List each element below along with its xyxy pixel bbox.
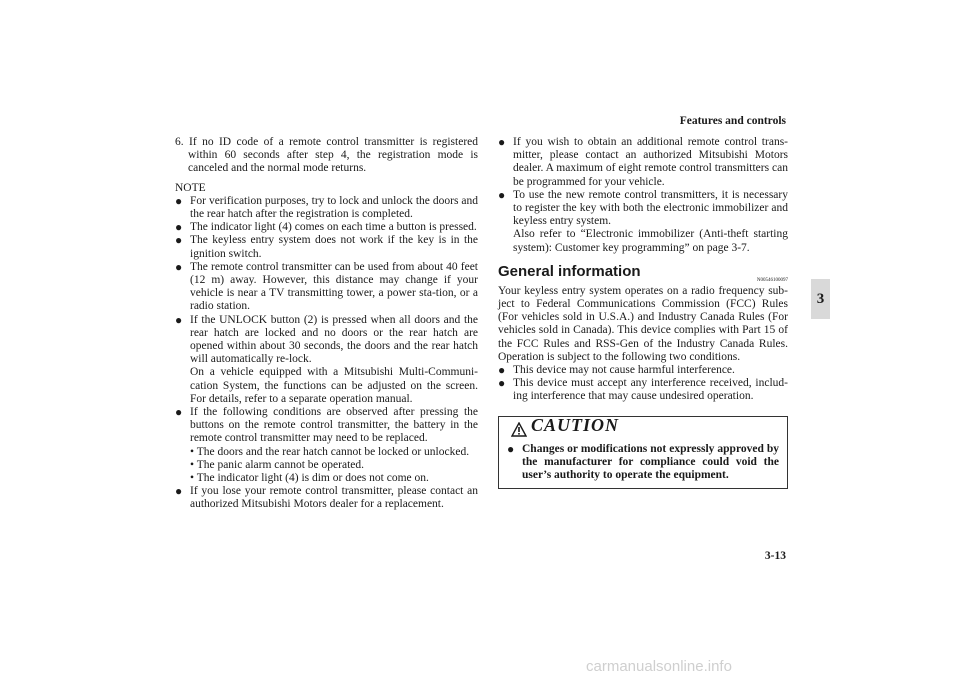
bullet-icon: ● [175,233,183,248]
right-column [498,136,788,489]
watermark: carmanualsonline.info [586,658,732,675]
bullet-icon: ● [175,220,183,235]
note-bullet: ● The remote control transmitter can be used from about 40 feet (12 m) away. However, this distance may change if your vehicle is near a TV transmitting tower, a power sta-tion, or a radio station. [175,259,478,313]
warning-triangle-icon [511,422,527,437]
note-bullet: ● If you lose your remote control transmitter, please contact an authorized Mitsubishi Motors dealer for a replacement. [175,484,478,511]
bullet-icon: ● [498,187,506,202]
note-extra: On a vehicle equipped with a Mitsubishi Multi-Communi-cation System, the functions can be adjusted on the screen. For details, refer to a separate operation manual. [190,366,478,405]
sub-item: • The panic alarm cannot be operated. [190,458,364,471]
note-bullet: ● The keyless entry system does not work if the key is in the ignition switch. [175,233,478,260]
section-header: Features and controls [679,115,786,127]
sub-item: • The doors and the rear hatch cannot be locked or unlocked. [190,445,470,458]
sub-item: • The indicator light (4) is dim or does not come on. [190,472,429,485]
caution-title: CAUTION [531,414,620,435]
note-bullet: ● To use the new remote control transmitters, it is necessary to register the key with both the electronic immobilizer and keyless entry system. Also refer to “Electronic immobilizer (Anti-theft starting system): Customer key programming” on page 3-7. [498,187,788,254]
section-code: N00546100097 [756,277,788,283]
bullet-icon: ● [175,405,183,420]
bullet-icon: ● [498,135,506,149]
condition-bullet: ● This device may not cause harmful interference. [498,363,735,378]
left-column [175,136,478,512]
bullet-icon: ● [507,441,515,456]
bullet-icon: ● [175,259,183,274]
page-number: 3-13 [764,550,786,562]
note-bullet: ● The indicator light (4) comes on each time a button is pressed. [175,220,477,235]
chapter-tab: 3 [811,279,830,319]
bullet-icon: ● [175,193,183,208]
caution-bullet: ● Changes or modifications not expressly approved by the manufacturer for compliance could void the user’s authority to operate the equipment. [507,441,779,482]
general-info-body: Your keyless entry system operates on a radio frequency sub-ject to Federal Communications Commission (FCC) Rules (For vehicles sold in U.S.A.) and Industry Canada Rules (For vehicles sold in Canada). This device complies with Part 15 of the FCC Rules and RSS-Gen of the Industry Canada Rules. Operation is subject to the following two conditions. [498,284,788,363]
note-bullet: ● If the UNLOCK button (2) is pressed when all doors and the rear hatch are locked and no doors or the rear hatch are opened within about 30 seconds, the doors and the rear hatch will automatically re-lock. On a vehicle equipped with a Mitsubishi Multi-Communi-cation System, the functions can be adjusted on the screen. For details, refer to a separate operation manual. [175,312,478,405]
note-bullet: ● For verification purposes, try to lock and unlock the doors and the rear hatch after the registration is completed. [175,193,478,221]
section-heading: General information N00546100097 [498,265,788,281]
bullet-icon: ● [175,312,183,327]
note-label: NOTE [175,181,206,194]
step-6: 6. If no ID code of a remote control transmitter is registered within 60 seconds after step 4, the registration mode is canceled and the normal mode returns. [175,136,478,175]
caution-header [507,414,779,443]
note-bullet: ● If you wish to obtain an additional remote control trans-mitter, please contact an authorized Mitsubishi Motors dealer. A maximum of eight remote control transmitters can be programmed for your vehicle. [498,135,788,188]
bullet-icon: ● [498,376,506,391]
caution-box [498,416,788,490]
note-bullet: ● If the following conditions are observed after pressing the buttons on the remote control transmitter, the battery in the remote control transmitter may need to be replaced. • The doors and the rear hatch cannot be locked or unlocked. • The panic alarm cannot be operated. • The indicator light (4) is dim or does not come on. [175,405,478,485]
condition-bullet: ● This device must accept any interference received, includ-ing interference that may cause undesired operation. [498,376,788,403]
bullet-icon: ● [498,363,506,378]
bullet-icon: ● [175,484,183,499]
note-extra: Also refer to “Electronic immobilizer (Anti-theft starting system): Customer key programming” on page 3-7. [513,228,788,254]
